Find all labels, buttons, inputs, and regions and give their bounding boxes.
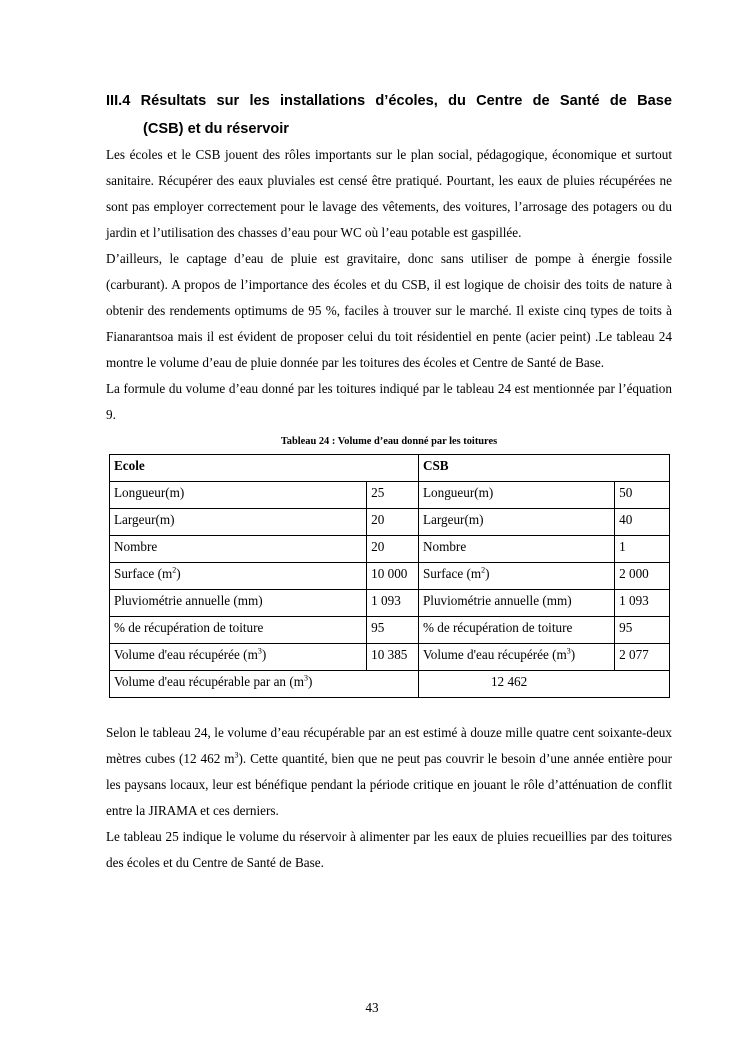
table-header-row [110, 455, 670, 482]
ecole-value: 95 [367, 617, 419, 644]
total-value: 12 462 [418, 671, 669, 698]
row-label: Longueur(m) [110, 482, 367, 509]
paragraph-4: Selon le tableau 24, le volume d’eau récupérable par an est estimé à douze mille quatre cent soixante-deux mètres cubes (12 462 $m^3$). Cette quantité, bien que ne peut pas couvrir le besoin d’une année entière pour les paysans locaux, leur est bénéfique pendant la période critique en jouant le rôle d’atténuation de conflit entre la JIRAMA et ces derniers. [106, 725, 672, 818]
total-label: Volume d'eau récupérable par an $(m^3)$ [110, 671, 419, 698]
row-label-csb: Largeur(m) [418, 509, 614, 536]
row-label: Nombre [110, 536, 367, 563]
section-title-line1: Résultats sur les installations d’écoles, du Centre de Santé de Base [140, 93, 672, 109]
header-csb: CSB [418, 455, 669, 482]
row-label: Surface $(m^2)$ [110, 563, 367, 590]
table-row [110, 536, 670, 563]
row-label-csb: Nombre [418, 536, 614, 563]
row-label: Largeur(m) [110, 509, 367, 536]
csb-value: 50 [615, 482, 670, 509]
header-ecole: Ecole [110, 455, 419, 482]
document-page [106, 88, 672, 876]
paragraph-2: D’ailleurs, le captage d’eau de pluie est gravitaire, donc sans utiliser de pompe à énergie fossile (carburant). A propos de l’importance des écoles et du CSB, il est logique de choisir des toits de nature à obtenir des rendements optimums de 95 %, faciles à trouver sur le marché. Il existe cinq types de toits à Fianarantsoa mais il est évident de proposer celui du toit résidentiel en pente (acier peint) .Le tableau 24 montre le volume d’eau de pluie donnée par les toitures des écoles et Centre de Santé de Base. [106, 251, 672, 370]
csb-value: 1 [615, 536, 670, 563]
ecole-value: 20 [367, 536, 419, 563]
ecole-value: 1 093 [367, 590, 419, 617]
csb-value: 95 [615, 617, 670, 644]
ecole-value: 25 [367, 482, 419, 509]
ecole-value: 10 385 [367, 644, 419, 671]
paragraph-3: La formule du volume d’eau donné par les toitures indiqué par le tableau 24 est mentionnée par l’équation 9. [106, 381, 672, 422]
csb-value: 1 093 [615, 590, 670, 617]
table-row [110, 590, 670, 617]
ecole-value: 20 [367, 509, 419, 536]
page-number: 43 [365, 1000, 379, 1015]
table-caption: Tableau 24 : Volume d’eau donné par les toitures [280, 436, 498, 447]
row-label-csb: Pluviométrie annuelle (mm) [418, 590, 614, 617]
table-row [110, 482, 670, 509]
section-heading [106, 88, 672, 114]
table-row [110, 563, 670, 590]
csb-value: 2 077 [615, 644, 670, 671]
table-row [110, 644, 670, 671]
section-number: III.4 [106, 93, 131, 109]
section-title-line2: (CSB) et du réservoir [143, 121, 289, 137]
row-label-csb: Longueur(m) [418, 482, 614, 509]
paragraph-1: Les écoles et le CSB jouent des rôles importants sur le plan social, pédagogique, économique et surtout sanitaire. Récupérer des eaux pluviales est censé être pratiqué. Pourtant, les eaux de pluies récupérées ne sont pas employer correctement pour le lavage des vêtements, des voitures, l’arrosage des potagers ou du jardin et l’utilisation des chasses d’eau pour WC où l’eau potable est gaspillée. [106, 147, 672, 240]
row-label: Pluviométrie annuelle (mm) [110, 590, 367, 617]
row-label-csb: % de récupération de toiture [418, 617, 614, 644]
table-total-row [110, 671, 670, 698]
ecole-value: 10 000 [367, 563, 419, 590]
paragraph-5: Le tableau 25 indique le volume du réservoir à alimenter par les eaux de pluies recueillies par des toitures des écoles et du Centre de Santé de Base. [106, 829, 672, 870]
roof-water-table [109, 454, 670, 698]
table-row [110, 617, 670, 644]
row-label: % de récupération de toiture [110, 617, 367, 644]
csb-value: 40 [615, 509, 670, 536]
row-label-csb: Surface $(m^2)$ [418, 563, 614, 590]
row-label: Volume d'eau récupérée $(m^3)$ [110, 644, 367, 671]
table-row [110, 509, 670, 536]
row-label-csb: Volume d'eau récupérée $(m^3)$ [418, 644, 614, 671]
csb-value: 2 000 [615, 563, 670, 590]
